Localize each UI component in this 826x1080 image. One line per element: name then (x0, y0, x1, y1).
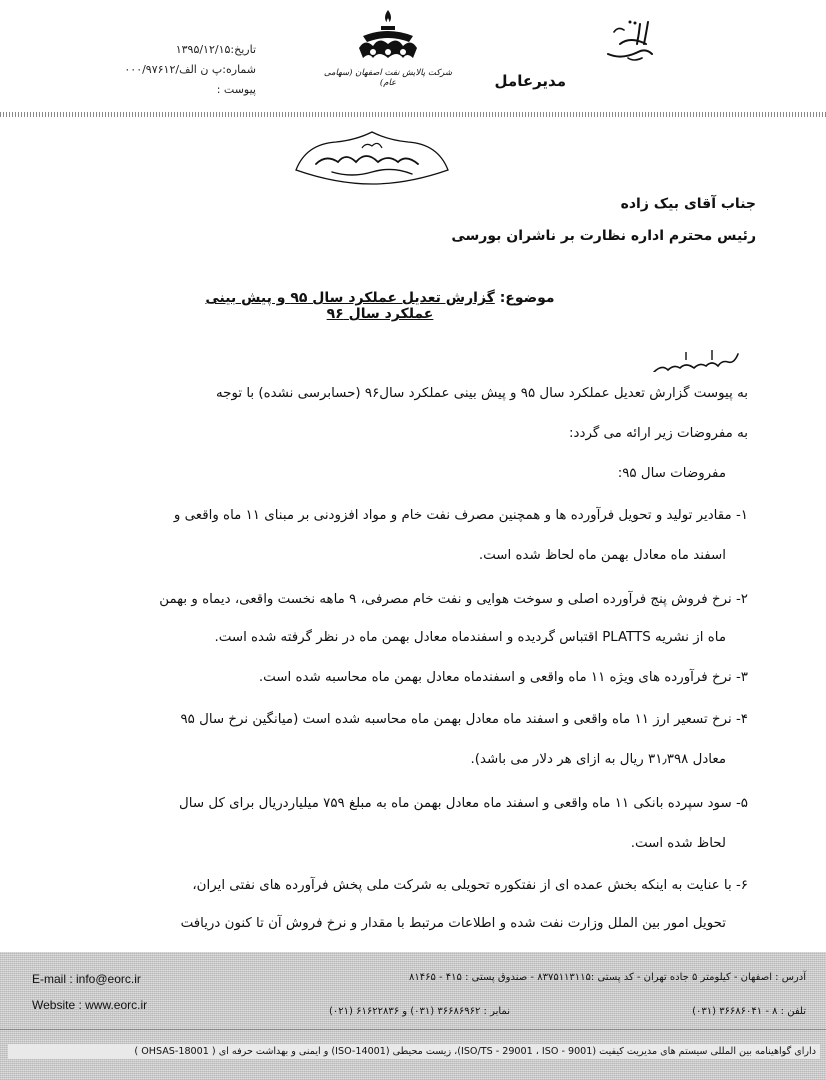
footer-certifications: دارای گواهینامه بین المللی سیستم های مدیریت کیفیت (ISO/TS - 29001 ، ISO - 9001)، زیست محیطی (ISO-14001) و ایمنی و بهداشت حرفه ای ( OHSAS-18001 ) (8, 1044, 820, 1059)
item-1-line-1: ۱- مقادیر تولید و تحویل فرآورده ها و همچنین مصرف نفت خام و مواد افزودنی بر مبنای ۱۱ ماه واقعی و (173, 508, 748, 523)
item-5-line-2: لحاظ شده است. (630, 836, 726, 851)
company-logo (318, 8, 458, 98)
item-2-line-1: ۲- نرخ فروش پنج فرآورده اصلی و سوخت هوایی و نفت خام مصرفی، ۹ ماهه نخست واقعی، دیماه و بهمن (159, 592, 748, 607)
refinery-logo-icon (353, 8, 423, 66)
company-name: شرکت پالایش نفت اصفهان (سهامی عام) (323, 68, 453, 88)
item-3-line-1: ۳- نرخ فرآورده های ویژه ۱۱ ماه واقعی و اسفندماه معادل بهمن ماه محاسبه شده است. (258, 670, 748, 685)
subject-text: گزارش تعدیل عملکرد سال ۹۵ و پیش بینی عملکرد سال ۹۶ (205, 290, 495, 322)
intro-line-2: به مفروضات زیر ارائه می گردد: (569, 426, 748, 441)
letter-number: شماره:پ ن الف/۰۰۰/۹۷۶۱۲ (124, 63, 256, 76)
letter-subject (180, 290, 580, 322)
salutation-handwriting (626, 346, 746, 372)
footer-tel: تلفن : ۸ - ۳۶۶۸۶۰۴۱ (۰۳۱) (692, 1006, 806, 1017)
footer-fax: نمابر : ۳۶۶۸۶۹۶۲ (۰۳۱) و ۶۱۶۲۲۸۳۶ (۰۲۱) (328, 1006, 510, 1017)
item-6-line-2: تحویل امور بین الملل وزارت نفت شده و اطلاعات مرتبط با مقدار و نرخ فروش آن تا کنون دریافت (180, 916, 726, 931)
item-4-line-2: معادل ۳۱٫۳۹۸ ریال به ازای هر دلار می باشد). (470, 752, 726, 767)
ceo-title: مدیرعامل (494, 72, 566, 90)
footer-divider (0, 1029, 826, 1030)
item-4-line-1: ۴- نرخ تسعیر ارز ۱۱ ماه واقعی و اسفند ماه معادل بهمن ماه محاسبه شده است (میانگین نرخ سال ۹۵ (180, 712, 748, 727)
item-6-line-1: ۶- با عنایت به اینکه بخش عمده ای از نفتکوره تحویلی به شرکت ملی پخش فرآورده های نفتی ایران، (192, 878, 748, 893)
item-1-line-2: اسفند ماه معادل بهمن ماه لحاظ شده است. (478, 548, 726, 563)
letter-date: تاریخ:۱۳۹۵/۱۲/۱۵ (175, 43, 256, 56)
footer-address: آدرس : اصفهان - کیلومتر ۵ جاده تهران - کد پستی :۸۳۷۵۱۱۳۱۱۵ - صندوق پستی : ۴۱۵ - ۸۱۴۶۵ (408, 972, 806, 983)
header-divider (0, 112, 826, 117)
assumptions-heading: مفروضات سال ۹۵: (617, 466, 726, 481)
motto-calligraphy (292, 130, 452, 186)
item-2-line-2: ماه از نشریه PLATTS اقتباس گردیده و اسفندماه معادل بهمن ماه در نظر گرفته شده است. (214, 630, 726, 645)
letter-meta (96, 40, 256, 100)
footer-email[interactable]: E-mail : info@eorc.ir (32, 972, 141, 986)
letter-attachment: پیوست : (216, 83, 256, 96)
footer-website[interactable]: Website : www.eorc.ir (32, 998, 148, 1012)
subject-prefix: موضوع: (499, 290, 555, 306)
intro-line-1: به پیوست گزارش تعدیل عملکرد سال ۹۵ و پیش بینی عملکرد سال۹۶ (حسابرسی نشده) با توجه (215, 386, 748, 401)
addressee-name: جناب آقای بیک زاده (620, 196, 756, 212)
item-5-line-1: ۵- سود سپرده بانکی ۱۱ ماه واقعی و اسفند ماه معادل بهمن ماه به مبلغ ۷۵۹ میلیاردریال برای کل سال (179, 796, 748, 811)
bismillah-calligraphy (600, 14, 660, 70)
letter-footer (0, 952, 826, 1080)
addressee-role: رئیس محترم اداره نظارت بر ناشران بورسی (451, 228, 756, 244)
